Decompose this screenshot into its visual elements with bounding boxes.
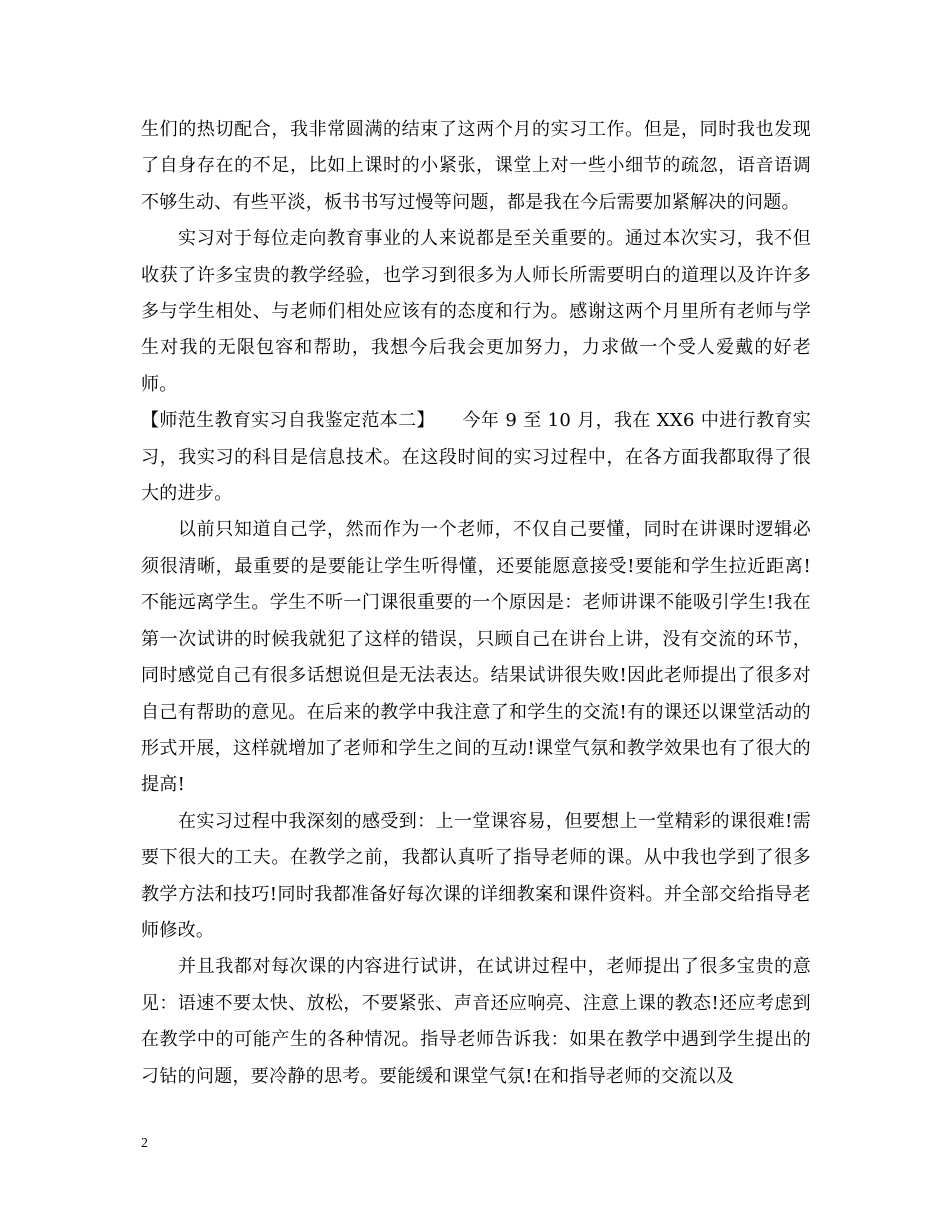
paragraph-teaching-lessons: 以前只知道自己学，然而作为一个老师，不仅自己要懂，同时在讲课时逻辑必须很清晰，最重要的是要能让学生听得懂，还要能愿意接受!要能和学生拉近距离!不能远离学生。学生不听一门课很重要的一个原因是：老师讲课不能吸引学生!我在第一次试讲的时候我就犯了这样的错误，只顾自己在讲台上讲，没有交流的环节，同时感觉自己有很多话想说但是无法表达。结果试讲很失败!因此老师提出了很多对自己有帮助的意见。在后来的教学中我注意了和学生的交流!有的课还以课堂活动的形式开展，这样就增加了老师和学生之间的互动!课堂气氛和教学效果也有了很大的提高! — [141, 519, 811, 796]
paragraph-continuation: 生们的热切配合，我非常圆满的结束了这两个月的实习工作。但是，同时我也发现了自身存在的不足，比如上课时的小紧张，课堂上对一些小细节的疏忽，语音语调不够生动、有些平淡，板书书写过慢等问题，都是我在今后需要加紧解决的问题。 — [141, 119, 811, 213]
page-number: 2 — [141, 1136, 148, 1151]
document-body — [141, 112, 811, 1095]
paragraph-sample-two-heading: 【师范生教育实习自我鉴定范本二】 今年 9 至 10 月，我在 XX6 中进行教育实习，我实习的科目是信息技术。在这段时间的实习过程中，在各方面我都取得了很大的进步。 — [141, 410, 811, 505]
paragraph-internship-importance: 实习对于每位走向教育事业的人来说都是至关重要的。通过本次实习，我不但收获了许多宝贵的教学经验，也学习到很多为人师长所需要明白的道理以及许许多多与学生相处、与老师们相处应该有的态度和行为。感谢这两个月里所有老师与学生对我的无限包容和帮助，我想今后我会更加努力，力求做一个受人爱戴的好老师。 — [141, 228, 811, 395]
paragraph-trial-lectures: 并且我都对每次课的内容进行试讲，在试讲过程中，老师提出了很多宝贵的意见：语速不要太快、放松，不要紧张、声音还应响亮、注意上课的教态!还应考虑到在教学中的可能产生的各种情况。指导老师告诉我：如果在教学中遇到学生提出的刁钻的问题，要冷静的思考。要能缓和课堂气氛!在和指导老师的交流以及 — [141, 956, 811, 1087]
paragraph-internship-feelings: 在实习过程中我深刻的感受到：上一堂课容易，但要想上一堂精彩的课很难!需要下很大的工夫。在教学之前，我都认真听了指导老师的课。从中我也学到了很多教学方法和技巧!同时我都准备好每次课的详细教案和课件资料。并全部交给指导老师修改。 — [141, 810, 811, 941]
